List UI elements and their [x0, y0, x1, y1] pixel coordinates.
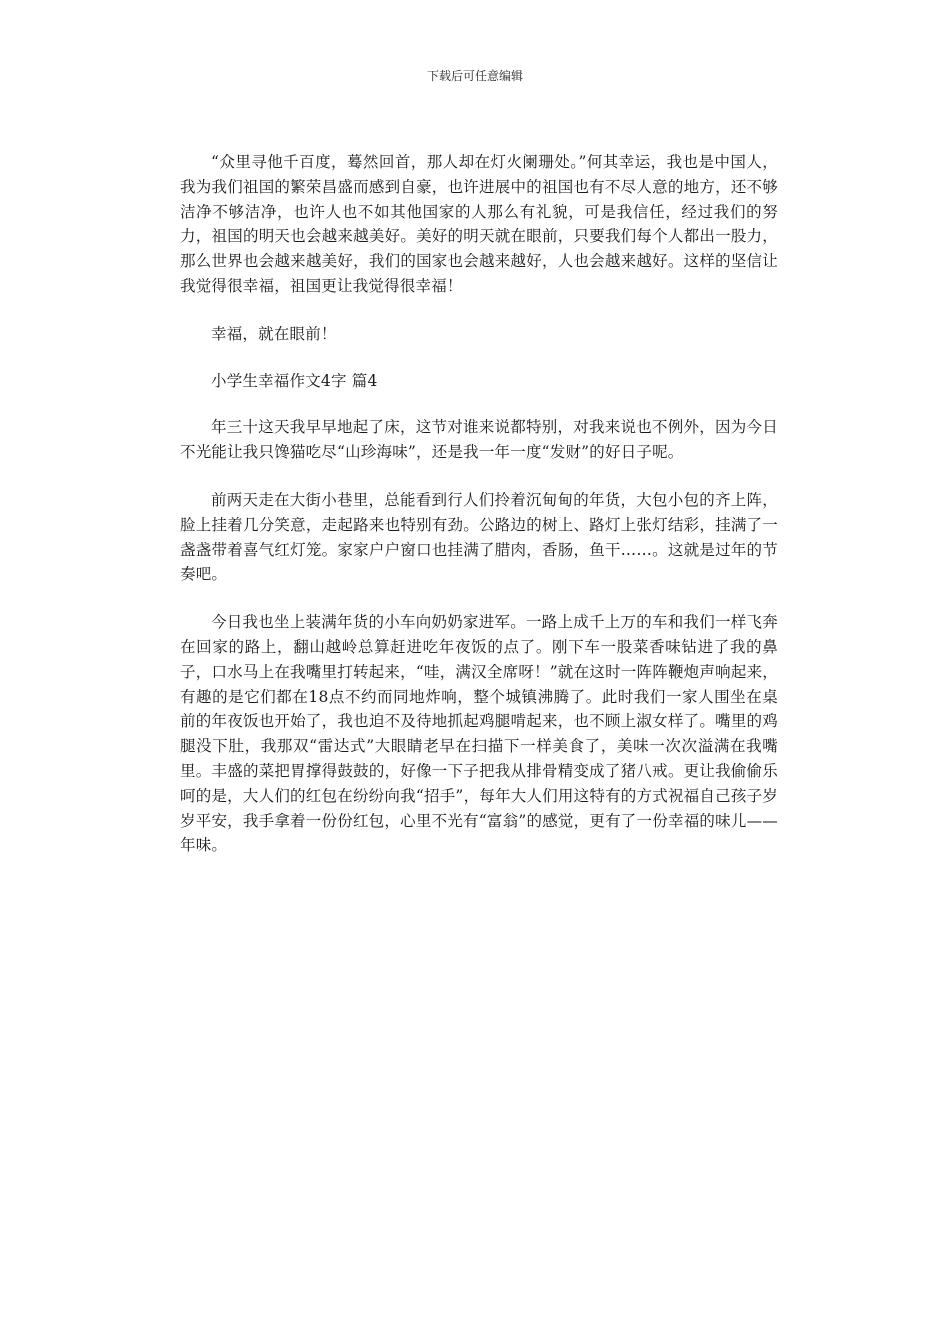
page-header: 下载后可任意编辑: [426, 69, 523, 83]
paragraph-3: 年三十这天我早早地起了床，这节对谁来说都特别，对我来说也不例外，因为今日不光能让我只馋猫吃尽“山珍海味”，还是我一年一度“发财”的好日子呢。: [180, 418, 778, 462]
section-heading: 小学生幸福作文4字 篇4: [211, 371, 378, 390]
paragraph-2: 幸福，就在眼前！: [211, 324, 337, 343]
paragraph-5: 今日我也坐上装满年货的小车向奶奶家进军。一路上成千上万的车和我们一样飞奔在回家的路上，翻山越岭总算赶进吃年夜饭的点了。刚下车一股菜香味钻进了我的鼻子，口水马上在我嘴里打转起来，“哇，满汉全席呀！”就在这时一阵阵鞭炮声响起来，有趣的是它们都在18点不约而同地炸响，整个城镇沸腾了。此时我们一家人围坐在桌前的年夜饭也开始了，我也迫不及待地抓起鸡腿啃起来，也不顾上淑女样了。嘴里的鸡腿没下肚，我那双“雷达式”大眼睛老早在扫描下一样美食了，美味一次次溢满在我嘴里。丰盛的菜把胃撑得鼓鼓的，好像一下子把我从排骨精变成了猪八戒。更让我偷偷乐呵的是，大人们的红包在纷纷向我“招手”，每年大人们用这特有的方式祝福自己孩子岁岁平安，我手拿着一份份红包，心里不光有“富翁”的感觉，更有了一份幸福的味儿——年味。: [180, 613, 778, 855]
document-body: [180, 150, 778, 858]
paragraph-4: 前两天走在大街小巷里，总能看到行人们拎着沉甸甸的年货，大包小包的齐上阵，脸上挂着几分笑意，走起路来也特别有劲。公路边的树上、路灯上张灯结彩，挂满了一盏盏带着喜气红灯笼。家家户户窗口也挂满了腊肉，香肠，鱼干……。这就是过年的节奏吧。: [180, 490, 778, 584]
paragraph-1: “众里寻他千百度，蓦然回首，那人却在灯火阑珊处。”何其幸运，我也是中国人，我为我们祖国的繁荣昌盛而感到自豪，也许进展中的祖国也有不尽人意的地方，还不够洁净不够洁净，也许人也不如其他国家的人那么有礼貌，可是我信任，经过我们的努力，祖国的明天也会越来越美好。美好的明天就在眼前，只要我们每个人都出一股力，那么世界也会越来越美好，我们的国家也会越来越好，人也会越来越好。这样的坚信让我觉得很幸福，祖国更让我觉得很幸福！: [180, 153, 778, 295]
